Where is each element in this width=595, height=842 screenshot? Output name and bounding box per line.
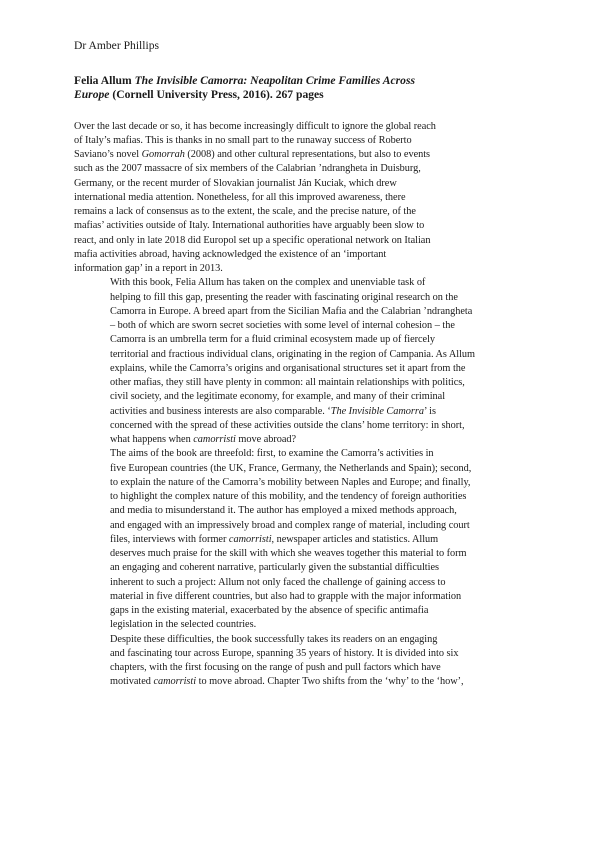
text-line [74, 675, 526, 689]
text-line [74, 576, 526, 590]
text-line [74, 333, 526, 347]
text-line [74, 305, 526, 319]
text-line [74, 276, 526, 290]
text-segment: Despite these difficulties, the book successfully takes its readers on an engaging [110, 633, 438, 645]
text-segment: other mafias, they still have plenty in common: all maintain relationships with politics, [110, 377, 465, 389]
text-line [74, 362, 526, 376]
review-body [74, 120, 526, 690]
text-segment: remains a lack of consensus as to the extent, the scale, and the precise nature, of the [74, 206, 416, 218]
text-segment: to explain the nature of the Camorra’s mobility between Naples and Europe; and finally, [110, 476, 471, 488]
text-segment: concerned with the spread of these activities outside the clans’ home territory: in short, [110, 419, 465, 431]
text-line [74, 633, 526, 647]
text-segment: and engaged with an impressively broad and complex range of material, including court [110, 519, 470, 531]
text-segment: helping to fill this gap, presenting the reader with fascinating original research on the [110, 291, 458, 303]
italic-text: Gomorrah [141, 149, 185, 161]
text-segment: mafias’ activities outside of Italy. International authorities have arguably been slow to [74, 220, 425, 232]
text-segment: and media to misunderstand it. The author has employed a mixed methods approach, [110, 505, 457, 517]
text-segment: deserves much praise for the skill with which she weaves together this material to form [110, 548, 467, 560]
text-segment: what happens when [110, 434, 194, 446]
text-segment: , newspaper articles and statistics. Allum [271, 533, 439, 545]
text-line [74, 148, 526, 162]
text-line [74, 376, 526, 390]
book-author: Felia Allum [74, 74, 132, 87]
text-line [74, 191, 526, 205]
text-line [74, 262, 526, 276]
paragraph-4 [74, 633, 526, 690]
text-line [74, 462, 526, 476]
text-segment: Camorra in Europe. A breed apart from the Sicilian Mafia and the Calabrian ’ndrangheta [110, 305, 473, 317]
text-segment: The aims of the book are threefold: first, to examine the Camorra’s activities in [110, 448, 434, 460]
book-publisher: (Cornell University Press, 2016). 267 pages [112, 88, 324, 102]
text-segment: five European countries (the UK, France, Germany, the Netherlands and Spain); second, [110, 462, 472, 474]
text-line [74, 248, 526, 262]
text-line [74, 547, 526, 561]
text-line [74, 490, 526, 504]
book-title-line1: The Invisible Camorra: Neapolitan Crime Families Across [134, 74, 415, 87]
text-segment: gaps in the existing material, exacerbated by the absence of specific antimafia [110, 605, 429, 617]
text-line [74, 177, 526, 191]
text-segment: to move abroad. Chapter Two shifts from the ‘why’ to the ‘how’, [196, 676, 464, 688]
text-line [74, 348, 526, 362]
text-segment: files, interviews with former [110, 533, 229, 545]
italic-text: camorristi [153, 676, 197, 688]
text-line [74, 447, 526, 461]
text-line [74, 661, 526, 675]
text-line [74, 405, 526, 419]
text-line [74, 433, 526, 447]
text-line [74, 618, 526, 632]
document-page [74, 38, 526, 690]
text-segment: such as the 2007 massacre of six members of the Calabrian ’ndrangheta in Duisburg, [74, 163, 421, 175]
paragraph-1 [74, 120, 526, 277]
text-segment: activities and business interests are also comparable. ‘ [110, 405, 331, 417]
text-line [74, 162, 526, 176]
text-line [74, 504, 526, 518]
text-segment: chapters, with the first focusing on the range of push and pull factors which have [110, 662, 441, 674]
text-segment: explains, while the Camorra’s origins and organisational structures set it apart from the [110, 362, 466, 374]
text-segment: territorial and fractious individual clans, originating in the region of Campania. As Allum [110, 348, 476, 360]
text-segment: (2008) and other cultural representations, but also to events [184, 149, 431, 161]
text-segment: international media attention. Nonetheless, for all this improved awareness, there [74, 191, 406, 203]
text-line [74, 519, 526, 533]
text-line [74, 205, 526, 219]
text-segment: – both of which are sworn secret societies with some level of internal cohesion – the [110, 320, 455, 332]
text-line [74, 604, 526, 618]
text-line [74, 234, 526, 248]
text-line [74, 419, 526, 433]
text-segment: of Italy’s mafias. This is thanks in no small part to the runaway success of Roberto [74, 134, 412, 146]
text-line [74, 590, 526, 604]
text-segment: Germany, or the recent murder of Slovakian journalist Ján Kuciak, which drew [74, 177, 397, 189]
text-line [74, 319, 526, 333]
text-line [74, 134, 526, 148]
text-segment: motivated [110, 676, 154, 688]
italic-text: camorristi [228, 533, 272, 545]
book-citation [74, 74, 526, 103]
paragraph-2 [74, 276, 526, 447]
text-segment: Over the last decade or so, it has become increasingly difficult to ignore the global reach [74, 120, 436, 132]
text-segment: With this book, Felia Allum has taken on the complex and unenviable task of [110, 277, 426, 289]
text-segment: Camorra is an umbrella term for a fluid criminal ecosystem made up of fiercely [110, 334, 436, 346]
text-segment: civil society, and the legitimate economy, for example, and many of their criminal [110, 391, 446, 403]
text-segment: ’ is [423, 405, 436, 417]
text-segment: material in five different countries, but also had to grapple with the major information [110, 590, 462, 602]
text-line [74, 533, 526, 547]
text-segment: Saviano’s novel [74, 149, 142, 161]
book-title-line2: Europe [74, 88, 110, 102]
text-line [74, 476, 526, 490]
text-segment: legislation in the selected countries. [110, 619, 257, 631]
text-segment: move abroad? [235, 434, 297, 446]
paragraph-3 [74, 447, 526, 632]
text-segment: to highlight the complex nature of this mobility, and the tendency of foreign authorities [110, 491, 467, 503]
author-name: Dr Amber Phillips [74, 39, 160, 52]
text-segment: and fascinating tour across Europe, spanning 35 years of history. It is divided into six [110, 647, 459, 659]
text-segment: an engaging and coherent narrative, particularly given the substantial difficulties [110, 562, 439, 574]
text-line [74, 647, 526, 661]
text-segment: inherent to such a project: Allum not only faced the challenge of gaining access to [110, 576, 446, 588]
text-line [74, 561, 526, 575]
text-line [74, 120, 526, 134]
text-line [74, 390, 526, 404]
italic-text: The Invisible Camorra [330, 405, 424, 417]
text-segment: mafia activities abroad, having acknowledged the existence of an ‘important [74, 248, 387, 260]
text-line [74, 219, 526, 233]
italic-text: camorristi [193, 434, 236, 446]
text-segment: information gap’ in a report in 2013. [74, 263, 223, 275]
text-line [74, 291, 526, 305]
text-segment: react, and only in late 2018 did Europol set up a specific operational network on Italian [74, 234, 431, 246]
